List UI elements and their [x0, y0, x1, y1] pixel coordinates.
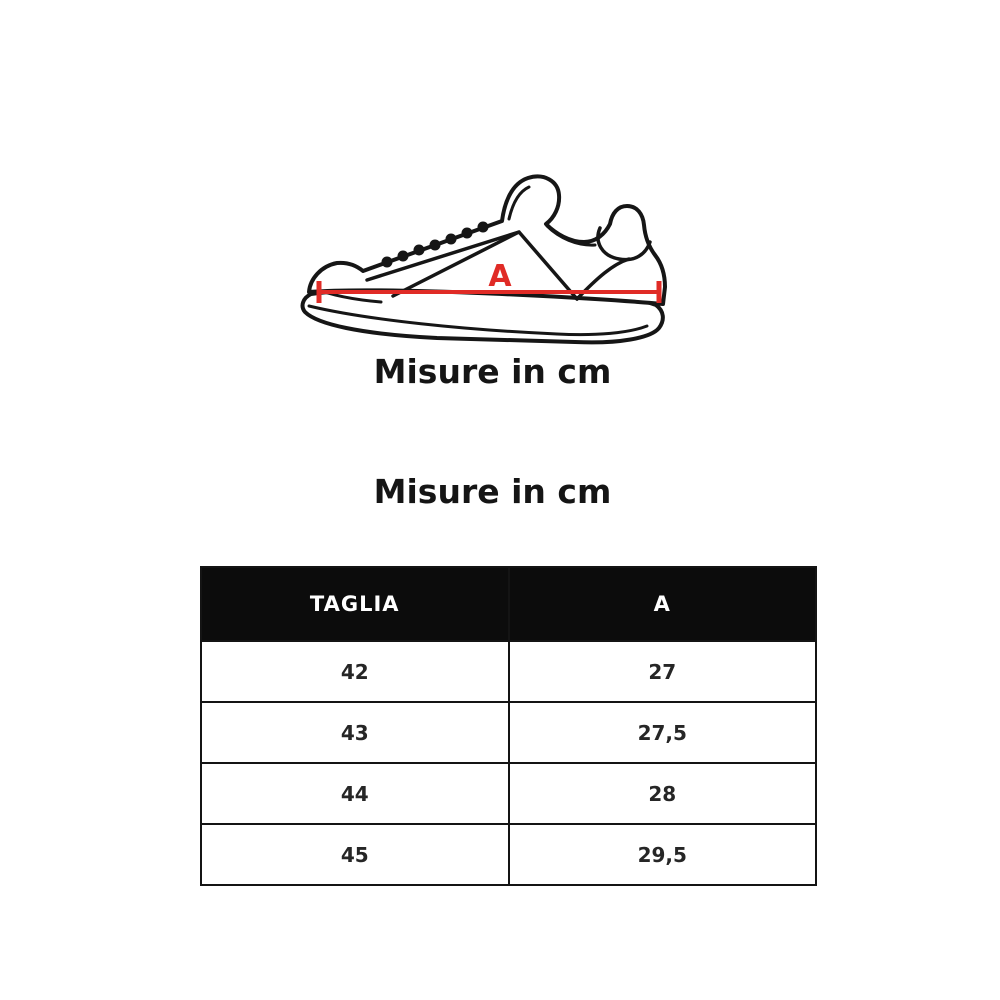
- cell-a: 27,5: [509, 702, 817, 763]
- cell-a: 27: [509, 641, 817, 702]
- cell-a: 29,5: [509, 824, 817, 885]
- table-row: [201, 702, 816, 763]
- shoe-diagram: [297, 162, 697, 357]
- shoe-upper: [309, 177, 665, 304]
- size-chart-title: Misure in cm: [373, 472, 612, 511]
- table-row: [201, 641, 816, 702]
- measurement-label-a: A: [488, 259, 512, 294]
- size-table-header: [201, 567, 816, 641]
- table-row: [201, 763, 816, 824]
- col-header-a: A: [509, 567, 817, 641]
- header-row: [201, 567, 816, 641]
- size-table-body: [201, 641, 816, 885]
- size-table: [200, 566, 817, 886]
- cell-taglia: 44: [201, 763, 509, 824]
- cell-a: 28: [509, 763, 817, 824]
- cell-taglia: 45: [201, 824, 509, 885]
- col-header-taglia: TAGLIA: [201, 567, 509, 641]
- upper-outline: [309, 177, 665, 304]
- cell-taglia: 42: [201, 641, 509, 702]
- table-row: [201, 824, 816, 885]
- cell-taglia: 43: [201, 702, 509, 763]
- diagram-caption: Misure in cm: [373, 352, 612, 391]
